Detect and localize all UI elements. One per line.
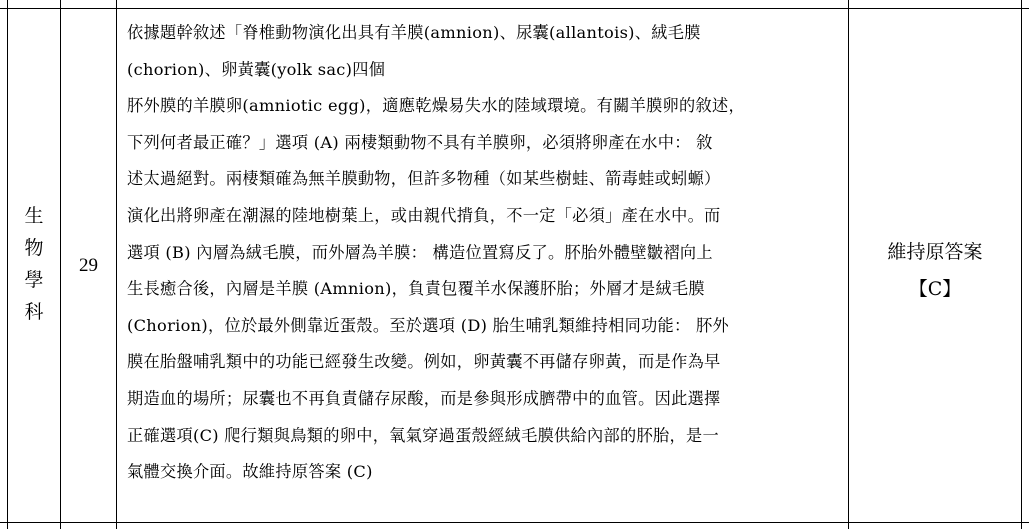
explanation-line: 正確選項(C) 爬行類與鳥類的卵中，氧氣穿過蛋殼經絨毛膜供給內部的肧胎，是一 — [127, 425, 719, 445]
table-column-divider — [848, 0, 849, 529]
explanation-line: 述太過絕對。兩棲類確為無羊膜動物，但許多物種（如某些樹蛙、箭毒蛙或蚓螈） — [127, 169, 721, 189]
explanation-line: 選項 (B) 內層為絨毛膜，而外層為羊膜： 構造位置寫反了。肧胎外體壁皺褶向上 — [127, 242, 713, 262]
explanation-line: 演化出將卵產在潮濕的陸地樹葉上，或由親代揹負，不一定「必須」產在水中。而 — [127, 205, 721, 225]
explanation-line: 下列何者最正確？」選項 (A) 兩棲類動物不具有羊膜卵，必須將卵產在水中： 敘 — [127, 132, 713, 152]
table-top-border — [0, 8, 1029, 9]
explanation-line: (chorion)、卵黃囊(yolk sac)四個 — [127, 59, 386, 79]
result-cell — [850, 234, 1020, 308]
table-column-divider — [116, 0, 117, 529]
result-answer: 【C】 — [908, 278, 962, 300]
result-decision: 維持原答案 — [887, 241, 983, 263]
explanation-line: 肧外膜的羊膜卵(amniotic egg)，適應乾燥易失水的陸域環境。有關羊膜卵的敘述， — [127, 96, 745, 116]
explanation-line: 膜在胎盤哺乳類中的功能已經發生改變。例如，卵黃囊不再儲存卵黃，而是作為早 — [127, 352, 721, 372]
explanation-line: 生長癒合後，內層是羊膜 (Amnion)，負責包覆羊水保護肧胎；外層才是絨毛膜 — [127, 279, 705, 299]
subject-cell: 生 物 學 科 — [24, 205, 44, 323]
explanation-cell — [127, 15, 839, 491]
table-right-border — [1021, 0, 1022, 529]
table-left-border — [7, 0, 8, 529]
explanation-line: (Chorion)，位於最外側靠近蛋殼。至於選項 (D) 胎生哺乳類維持相同功能： 肧外 — [127, 315, 729, 335]
explanation-line: 依據題幹敘述「脊椎動物演化出具有羊膜(amnion)、尿囊(allantois)、絨毛膜 — [127, 23, 701, 42]
question-number-cell: 29 — [79, 255, 98, 276]
table-bottom-border — [0, 522, 1029, 523]
explanation-line: 氣體交換介面。故維持原答案 (C) — [127, 462, 373, 482]
explanation-line: 期造血的場所；尿囊也不再負責儲存尿酸，而是參與形成臍帶中的血管。因此選擇 — [127, 388, 721, 408]
